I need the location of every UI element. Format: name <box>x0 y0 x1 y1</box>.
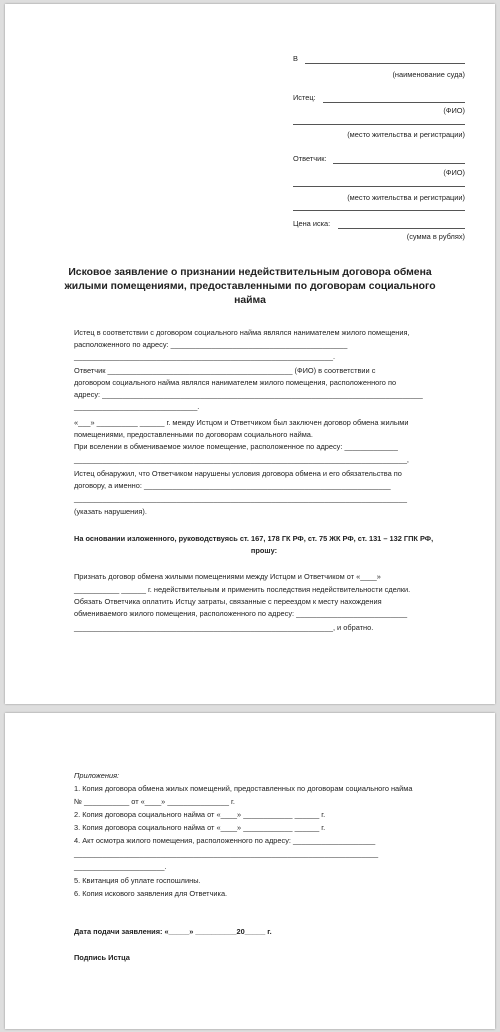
defendant-extra-line <box>293 210 465 211</box>
body-line: расположенного по адресу: ___________________________________________ <box>74 340 348 349</box>
basis-line: На основании изложенного, руководствуясь ст. 167, 178 ГК РФ, ст. 75 ЖК РФ, ст. 131 – 132 ГПК РФ, <box>74 534 434 543</box>
defendant-address-line <box>293 186 465 187</box>
claim-price-line <box>338 228 465 229</box>
body-line: договору, а именно: ____________________________________________________________ <box>74 481 391 490</box>
body-line: При вселении в обмениваемое жилое помещение, расположенное по адресу: _____________ <box>74 442 398 451</box>
attachment-item: ______________________. <box>74 862 167 871</box>
plaintiff-address-line <box>293 124 465 125</box>
body-line: Ответчик _____________________________________________ (ФИО) в соответствии с <box>74 366 376 375</box>
defendant-label: Ответчик: <box>293 154 327 163</box>
attachment-item: 4. Акт осмотра жилого помещения, расположенного по адресу: ____________________ <box>74 836 376 845</box>
court-caption: (наименование суда) <box>392 70 465 79</box>
body-line: _________________________________________________________________________________, <box>74 455 409 464</box>
defendant-fio-caption: (ФИО) <box>443 168 465 177</box>
document-page-2 <box>5 713 495 1029</box>
attachment-item: 6. Копия искового заявления для Ответчика. <box>74 889 228 898</box>
document-title <box>35 266 465 308</box>
body-line: ___________ ______ г. недействительным и применить последствия недействительности сделки. <box>74 585 411 594</box>
plaintiff-signature: Подпись Истца <box>74 953 130 962</box>
body-line: Истец обнаружил, что Ответчиком нарушены условия договора обмена и его обязательства по <box>74 469 402 478</box>
plaintiff-fio-caption: (ФИО) <box>443 106 465 115</box>
body-line: помещениями, предоставленными по договорам социального найма. <box>74 430 313 439</box>
attachment-item: 3. Копия договора социального найма от «____» ____________ ______ г. <box>74 823 326 832</box>
title-line-2: жилыми помещениями, предоставленными по договорам социального <box>64 281 436 292</box>
body-line: «___» __________ ______ г. между Истцом и Ответчиком был заключен договор обмена жилыми <box>74 418 409 427</box>
attachment-item: 1. Копия договора обмена жилых помещений, предоставленных по договорам социального найма <box>74 784 413 793</box>
title-line-3: найма <box>234 295 266 306</box>
body-line: _______________________________________________________________, и обратно. <box>74 623 374 632</box>
body-line: адресу: ______________________________________________________________________________ <box>74 390 423 399</box>
title-line-1: Исковое заявление о признании недействительным договора обмена <box>68 267 432 278</box>
attachment-item: __________________________________________________________________________ <box>74 849 379 858</box>
to-court-prefix: В <box>293 54 298 63</box>
body-line: договором социального найма являлся нанимателем жилого помещения, расположенного по <box>74 378 397 387</box>
document-page-1 <box>5 4 495 704</box>
body-line: обмениваемого жилого помещения, расположенного по адресу: ___________________________ <box>74 609 408 618</box>
claim-price-label: Цена иска: <box>293 219 331 228</box>
body-line: (указать нарушения). <box>74 507 147 516</box>
plaintiff-label: Истец: <box>293 93 316 102</box>
attachment-item: 2. Копия договора социального найма от «____» ____________ ______ г. <box>74 810 326 819</box>
body-line: ______________________________. <box>74 402 200 411</box>
body-line: _________________________________________________________________________________ <box>74 494 407 503</box>
filing-date: Дата подачи заявления: «_____» __________20_____ г. <box>74 927 272 936</box>
claim-price-caption: (сумма в рублях) <box>406 232 465 241</box>
defendant-line <box>333 163 465 164</box>
plaintiff-residence-caption: (место жительства и регистрации) <box>347 130 465 139</box>
defendant-residence-caption: (место жительства и регистрации) <box>347 193 465 202</box>
court-name-line <box>305 63 465 64</box>
plaintiff-line <box>323 102 465 103</box>
request-word: прошу: <box>250 546 278 555</box>
body-line: Признать договор обмена жилыми помещениями между Истцом и Ответчиком от «____» <box>74 572 381 581</box>
attachment-item: № ___________ от «____» _______________ г. <box>74 797 235 806</box>
body-line: Истец в соответствии с договором социального найма являлся нанимателем жилого помещения, <box>74 328 410 337</box>
body-line: _______________________________________________________________. <box>74 352 336 361</box>
body-line: Обязать Ответчика оплатить Истцу затраты, связанные с переездом к месту нахождения <box>74 597 382 606</box>
attachments-heading: Приложения: <box>74 771 120 780</box>
attachment-item: 5. Квитанция об уплате госпошлины. <box>74 876 201 885</box>
